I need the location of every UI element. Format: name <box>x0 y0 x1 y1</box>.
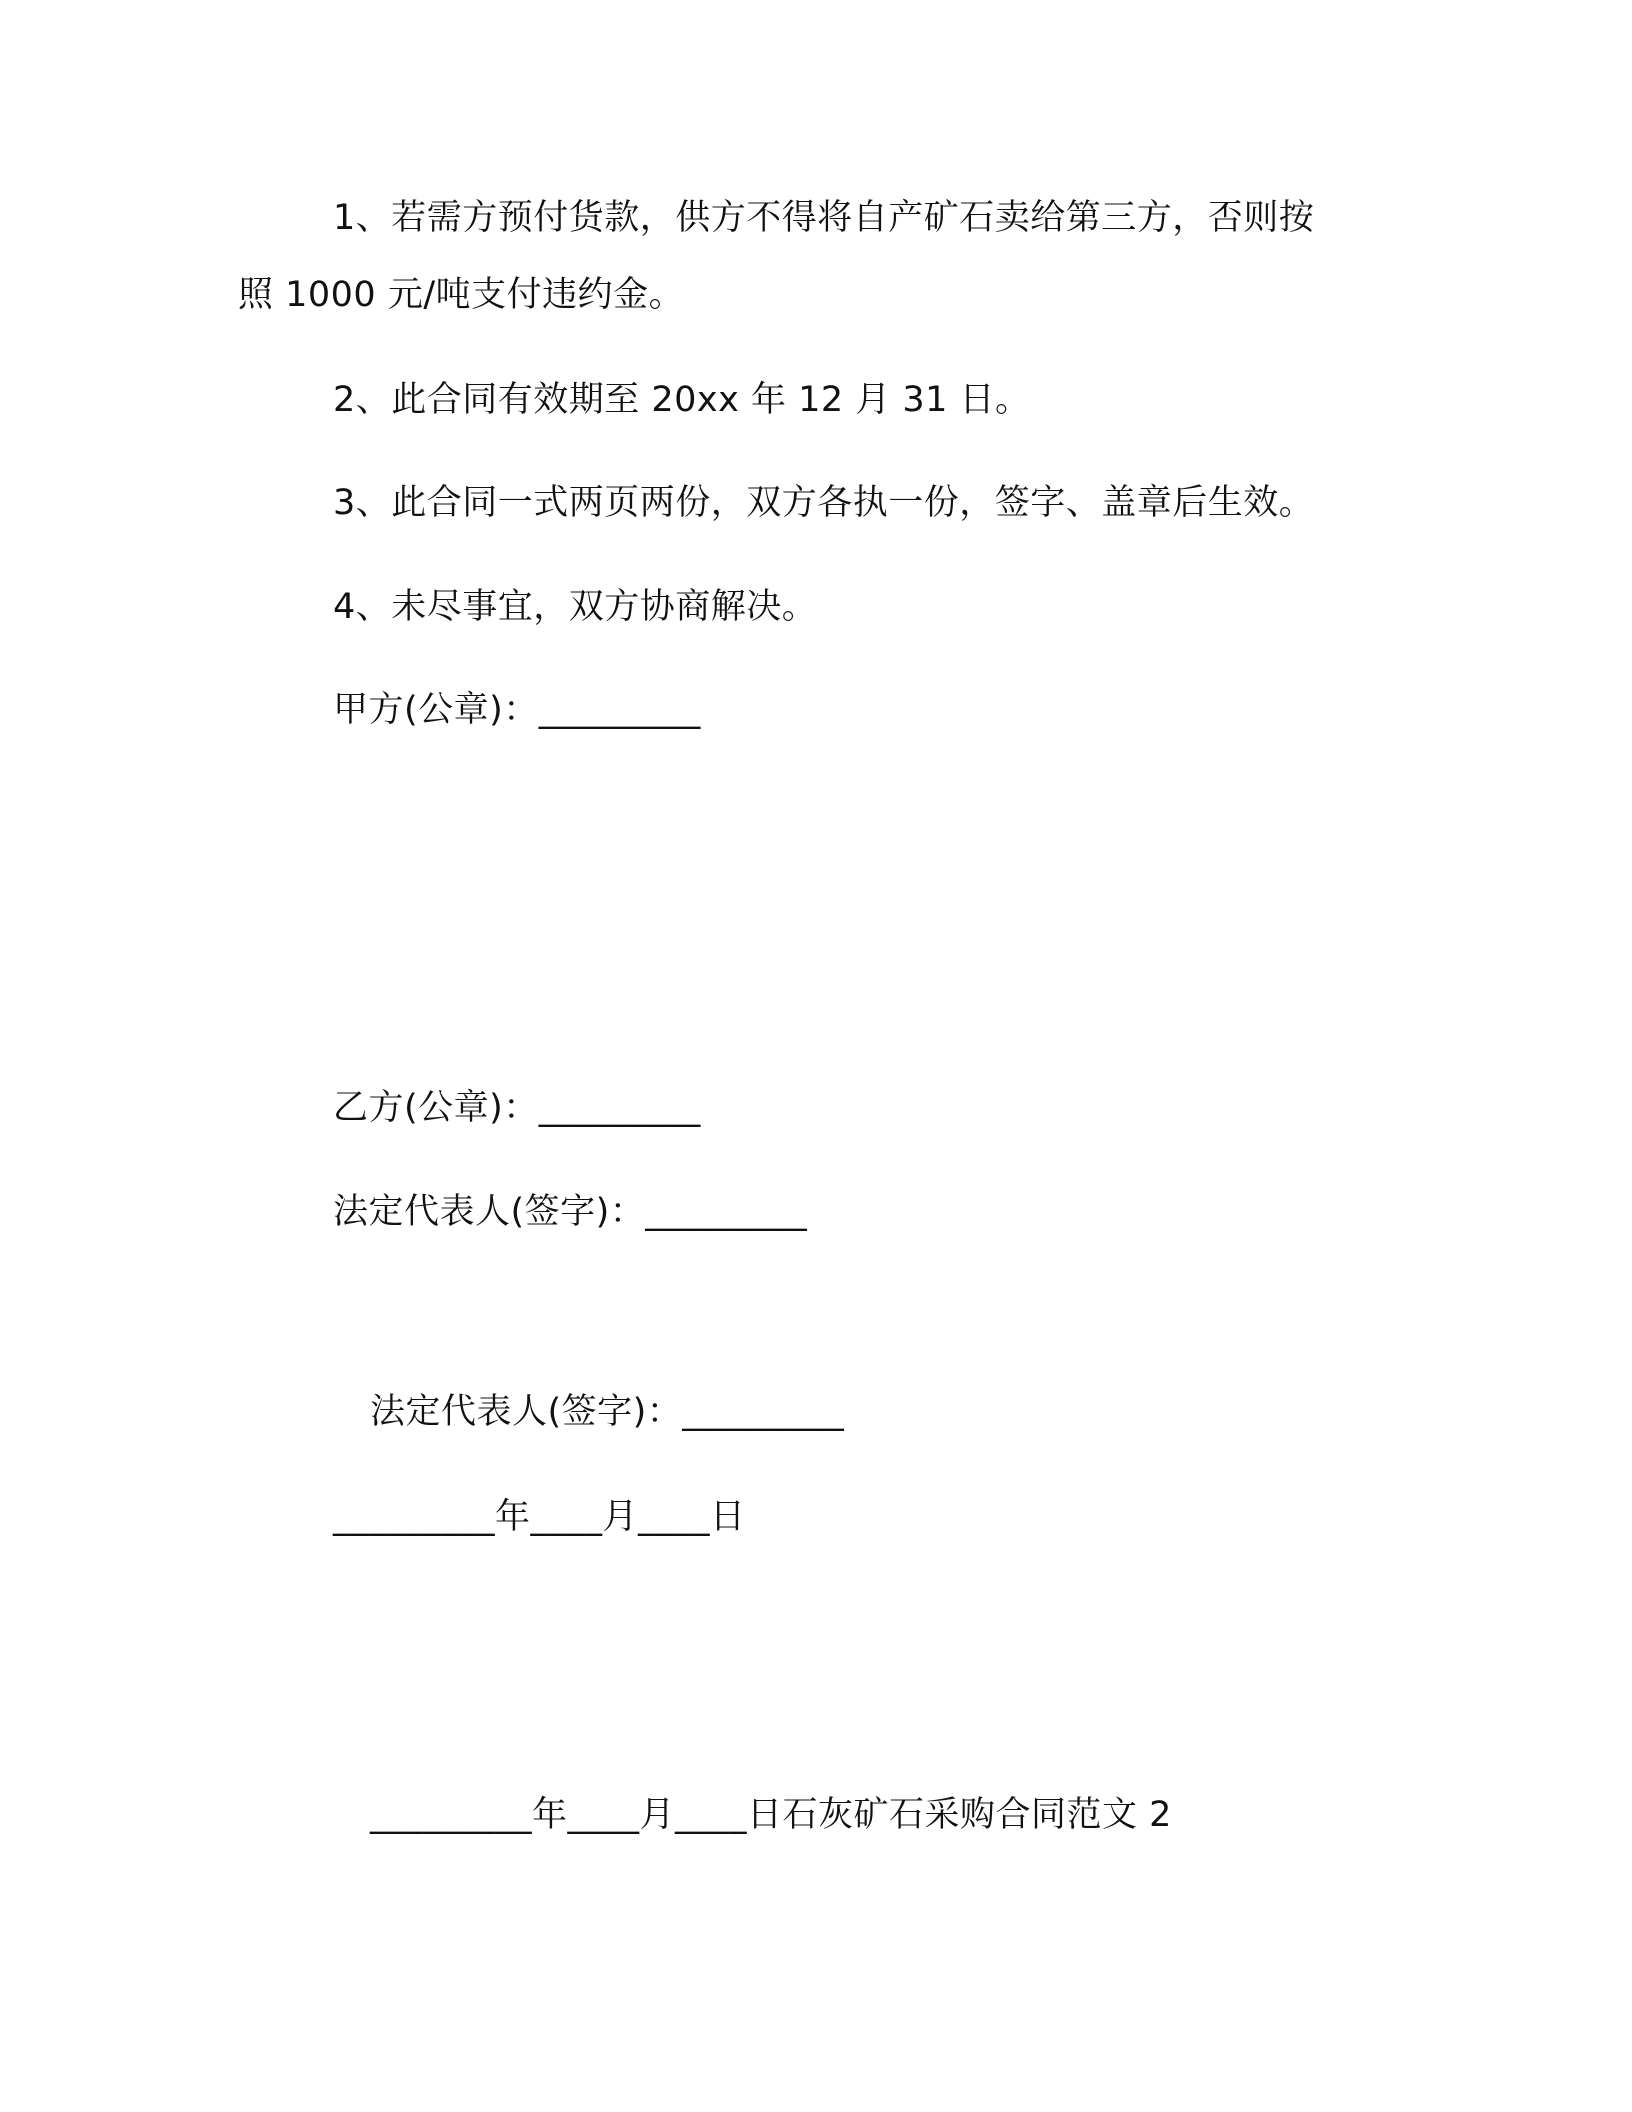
clause-4: 4、未尽事宜，双方协商解决。 <box>333 587 818 627</box>
legal-representative-signature-line-2: 法定代表人(签字)：_________ <box>370 1392 845 1432</box>
date-line: _________年____月____日 <box>333 1497 746 1537</box>
date-line-with-title: _________年____月____日石灰矿石采购合同范文 2 <box>370 1795 1172 1835</box>
legal-representative-signature-line: 法定代表人(签字)：_________ <box>333 1192 808 1232</box>
clause-1-line-1: 1、若需方预付货款，供方不得将自产矿石卖给第三方，否则按 <box>333 198 1315 238</box>
clause-1-line-2: 照 1000 元/吨支付违约金。 <box>238 275 685 315</box>
clause-2: 2、此合同有效期至 20xx 年 12 月 31 日。 <box>333 380 1031 420</box>
party-a-seal-line: 甲方(公章)：_________ <box>333 690 701 730</box>
party-b-seal-line: 乙方(公章)：_________ <box>333 1088 701 1128</box>
clause-3: 3、此合同一式两页两份，双方各执一份，签字、盖章后生效。 <box>333 483 1315 523</box>
